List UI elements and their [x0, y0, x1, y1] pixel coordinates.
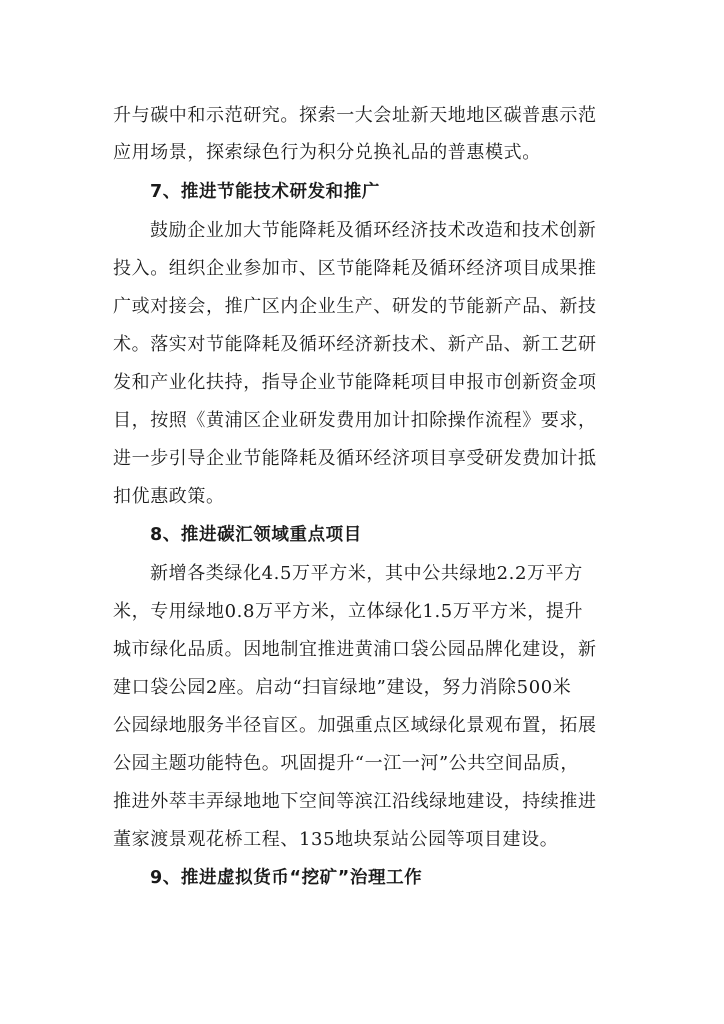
section-heading-7: 7、推进节能技术研发和推广 [150, 182, 380, 202]
paragraph-line: 米，专用绿地0.8万平方米，立体绿化1.5万平方米，提升 [113, 601, 584, 622]
paragraph-line: 推进外萃丰弄绿地地下空间等滨江沿线绿地建设，持续推进 [113, 791, 597, 812]
section-heading-9: 9、推进虚拟货币“挖矿”治理工作 [150, 868, 423, 888]
paragraph-line: 广或对接会，推广区内企业生产、研发的节能新产品、新技 [113, 296, 597, 317]
paragraph-line: 升与碳中和示范研究。探索一大会址新天地地区碳普惠示范 [113, 105, 597, 126]
paragraph-line: 进一步引导企业节能降耗及循环经济项目享受研发费加计抵 [113, 448, 597, 469]
paragraph-line: 城市绿化品质。因地制宜推进黄浦口袋公园品牌化建设，新 [113, 639, 597, 660]
section-heading-8: 8、推进碳汇领域重点项目 [150, 525, 362, 545]
paragraph-line: 目，按照《黄浦区企业研发费用加计扣除操作流程》要求， [113, 410, 597, 431]
paragraph-line: 扣优惠政策。 [113, 486, 225, 507]
paragraph-line: 建口袋公园2座。启动“扫盲绿地”建设，努力消除500米 [113, 677, 572, 698]
paragraph-line: 投入。组织企业参加市、区节能降耗及循环经济项目成果推 [113, 258, 597, 279]
paragraph-line: 鼓励企业加大节能降耗及循环经济技术改造和技术创新 [150, 220, 597, 241]
paragraph-line: 术。落实对节能降耗及循环经济新技术、新产品、新工艺研 [113, 334, 597, 355]
paragraph-line: 公园绿地服务半径盲区。加强重点区域绿化景观布置，拓展 [113, 715, 597, 736]
paragraph-line: 新增各类绿化4.5万平方米，其中公共绿地2.2万平方 [150, 563, 583, 584]
paragraph-line: 董家渡景观花桥工程、135地块泵站公园等项目建设。 [113, 829, 559, 850]
paragraph-line: 公园主题功能特色。巩固提升“一江一河”公共空间品质， [113, 753, 580, 774]
paragraph-line: 应用场景，探索绿色行为积分兑换礼品的普惠模式。 [113, 142, 541, 163]
paragraph-line: 发和产业化扶持，指导企业节能降耗项目申报市创新资金项 [113, 372, 597, 393]
